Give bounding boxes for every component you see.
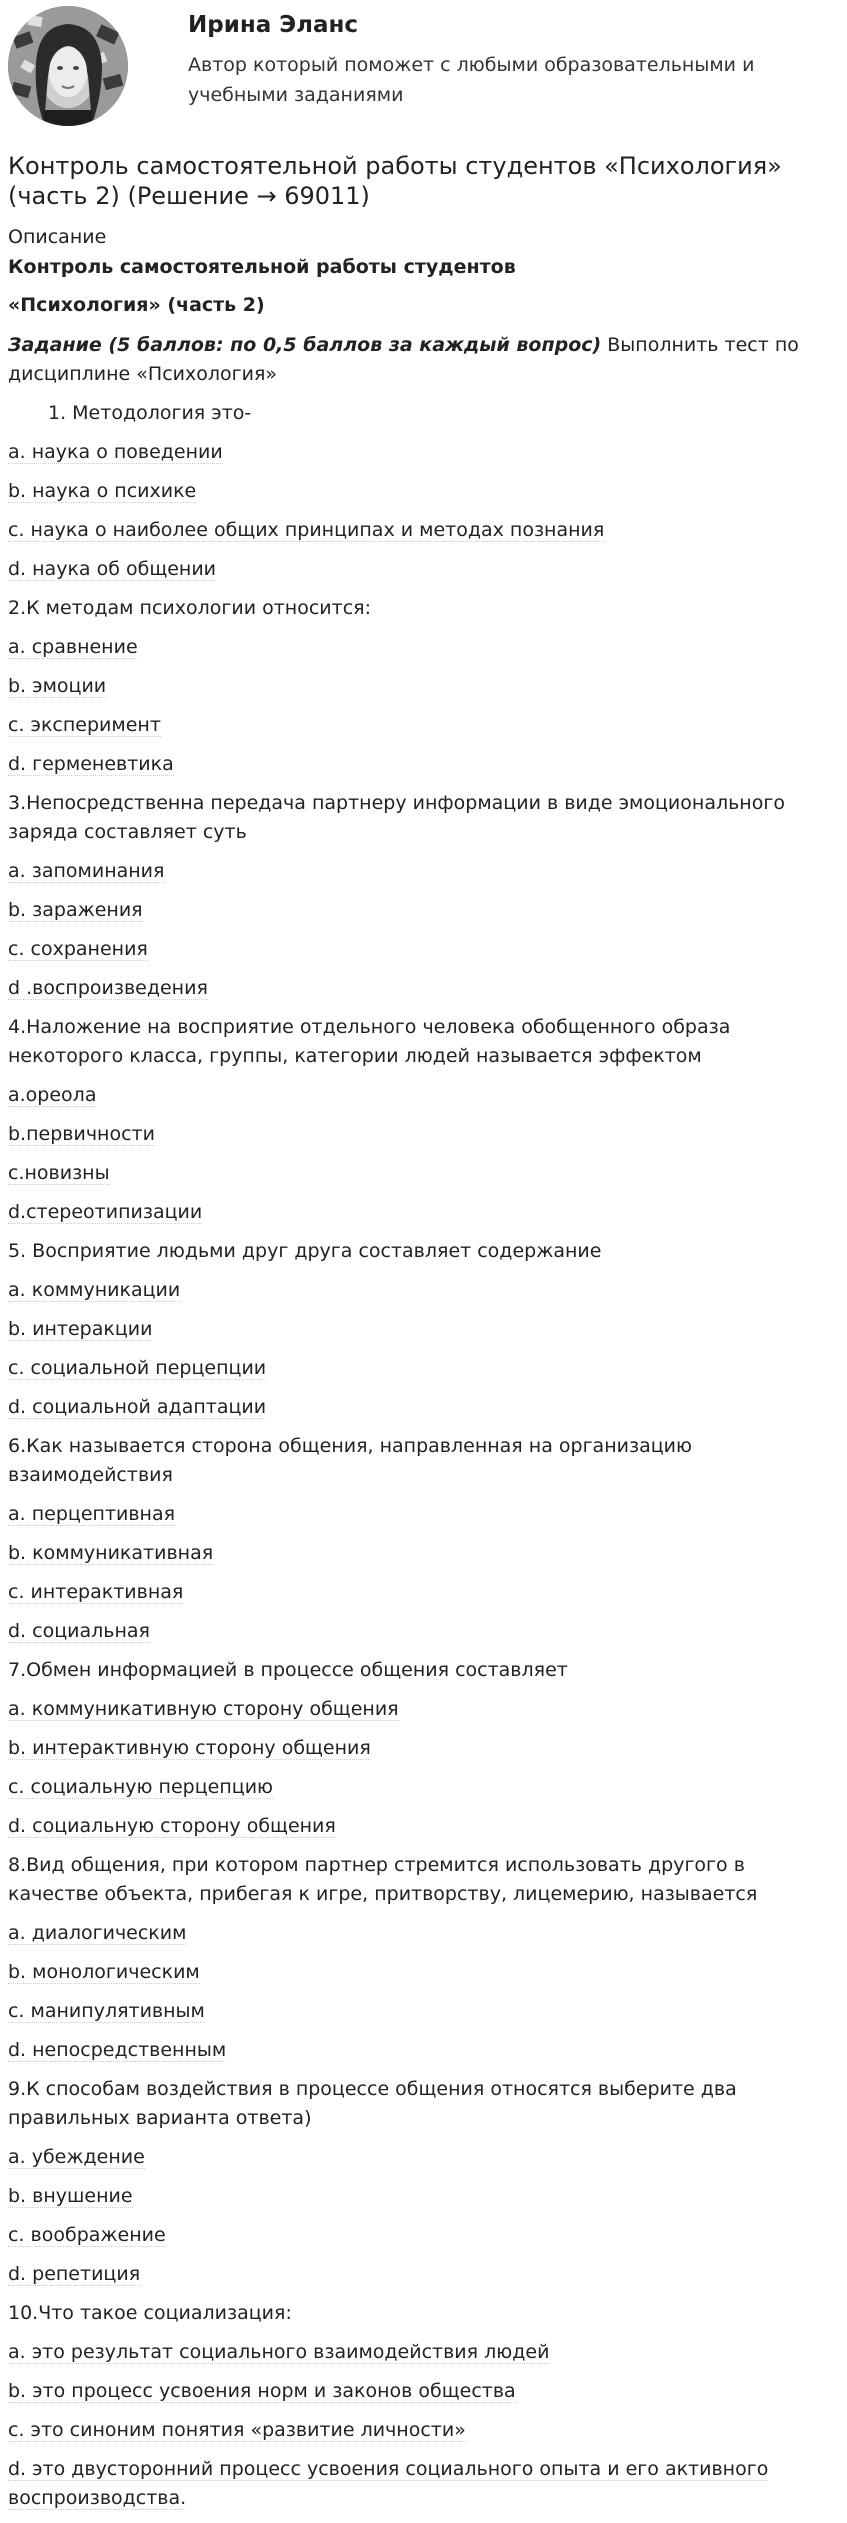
answer-text: d. герменевтика [8, 753, 174, 775]
answer-option [8, 2455, 828, 2513]
answer-option [8, 1081, 828, 1110]
answer-text: a. это результат социального взаимодействия людей [8, 2341, 550, 2363]
answer-text: b. внушение [8, 2185, 133, 2207]
answer-option [8, 1393, 828, 1422]
answer-option [8, 477, 828, 506]
answer-option [8, 2260, 828, 2289]
answer-option [8, 672, 828, 701]
author-name[interactable]: Ирина Эланс [188, 12, 359, 38]
answer-text: b. наука о психике [8, 480, 197, 502]
answer-text: c. манипулятивным [8, 2000, 205, 2022]
answer-text: a. убеждение [8, 2146, 145, 2168]
answer-option [8, 633, 828, 662]
answer-option [8, 750, 828, 779]
page-title: Контроль самостоятельной работы студентов «Психология» (часть 2) (Решение → 69011) [8, 152, 782, 210]
question-text: 4.Наложение на восприятие отдельного человека обобщенного образа некоторого класса, группы, категории людей называется эффектом [8, 1016, 731, 1067]
heading-line-2: «Психология» (часть 2) [8, 294, 265, 316]
question-text: 7.Обмен информацией в процессе общения составляет [8, 1659, 568, 1681]
answer-text: c. воображение [8, 2224, 166, 2246]
answer-option [8, 1812, 828, 1841]
answer-option [8, 935, 828, 964]
answer-text: c. интерактивная [8, 1581, 184, 1603]
answer-option [8, 555, 828, 584]
author-avatar[interactable] [8, 6, 128, 126]
task-text: Выполнить тест по дисциплине «Психология» [8, 334, 799, 385]
answer-option [8, 974, 828, 1003]
answer-option [8, 1578, 828, 1607]
answer-option [8, 1120, 828, 1149]
answer-text: b. монологическим [8, 1961, 200, 1983]
answer-text: c. наука о наиболее общих принципах и методах познания [8, 519, 605, 541]
answer-option [8, 1617, 828, 1646]
answer-text: d .воспроизведения [8, 977, 208, 999]
answer-text: d. социальную сторону общения [8, 1815, 336, 1837]
answer-text: a. коммуникативную сторону общения [8, 1698, 399, 1720]
answer-option [8, 2338, 828, 2367]
answer-text: c. сохранения [8, 938, 148, 960]
answer-option [8, 1919, 828, 1948]
answer-option [8, 2221, 828, 2250]
author-block [0, 0, 847, 135]
answer-text: d. непосредственным [8, 2039, 227, 2061]
task-emphasis: Задание (5 баллов: по 0,5 баллов за каждый вопрос) [8, 334, 602, 356]
question-text: 6.Как называется сторона общения, направленная на организацию взаимодействия [8, 1435, 692, 1486]
answer-text: a. перцептивная [8, 1503, 176, 1525]
answer-option [8, 2143, 828, 2172]
answer-text: b. интерактивную сторону общения [8, 1737, 371, 1759]
answer-option [8, 2377, 828, 2406]
answer-option [8, 1500, 828, 1529]
answer-text: a. коммуникации [8, 1279, 181, 1301]
task-paragraph [8, 331, 828, 389]
answer-text: d.стереотипизации [8, 1201, 203, 1223]
answer-text: c. социальную перцепцию [8, 1776, 274, 1798]
question-text: 10.Что такое социализация: [8, 2302, 292, 2324]
answer-text: d. репетиция [8, 2263, 141, 2285]
author-description: Автор который поможет с любыми образовательными и учебными заданиями [188, 54, 755, 106]
answer-option [8, 1159, 828, 1188]
answer-text: b. эмоции [8, 675, 107, 697]
answer-text: c. эксперимент [8, 714, 161, 736]
description-label: Описание [8, 226, 107, 248]
answer-text: a.ореола [8, 1084, 97, 1106]
answer-option [8, 1773, 828, 1802]
answer-text: a. запоминания [8, 860, 165, 882]
question-text: 5. Восприятие людьми друг друга составляет содержание [8, 1240, 602, 1262]
answer-option [8, 2416, 828, 2445]
answer-option [8, 857, 828, 886]
question-text: 1. Методология это- [48, 402, 252, 424]
answer-text: d. это двусторонний процесс усвоения социального опыта и его активного воспроизводства. [8, 2458, 769, 2509]
answer-text: d. наука об общении [8, 558, 217, 580]
answer-option [8, 1354, 828, 1383]
answer-option [8, 1997, 828, 2026]
answer-option [8, 1695, 828, 1724]
answer-text: c. это синоним понятия «развитие личности» [8, 2419, 466, 2441]
answer-text: c. социальной перцепции [8, 1357, 267, 1379]
answer-option [8, 2182, 828, 2211]
answer-option [8, 1539, 828, 1568]
answer-text: d. социальная [8, 1620, 150, 1642]
answer-option [8, 1734, 828, 1763]
answer-option [8, 711, 828, 740]
answer-text: c.новизны [8, 1162, 110, 1184]
answer-text: b. коммуникативная [8, 1542, 214, 1564]
answer-option [8, 438, 828, 467]
answer-text: a. наука о поведении [8, 441, 223, 463]
answer-text: b.первичности [8, 1123, 155, 1145]
question-text: 3.Непосредственна передача партнеру информации в виде эмоционального заряда составляет суть [8, 792, 785, 843]
answer-text: a. сравнение [8, 636, 138, 658]
answer-option [8, 896, 828, 925]
answer-text: d. социальной адаптации [8, 1396, 267, 1418]
article-content [0, 151, 847, 2513]
question-text: 2.К методам психологии относится: [8, 597, 371, 619]
question-text: 9.К способам воздействия в процессе общения относятся выберите два правильных варианта ответа) [8, 2078, 737, 2129]
heading-line-1: Контроль самостоятельной работы студентов [8, 256, 516, 278]
answer-option [8, 1198, 828, 1227]
avatar-photo [8, 6, 128, 126]
answer-option [8, 516, 828, 545]
answer-text: a. диалогическим [8, 1922, 187, 1944]
answer-option [8, 2036, 828, 2065]
answer-text: b. заражения [8, 899, 143, 921]
answer-option [8, 1958, 828, 1987]
answer-option [8, 1276, 828, 1305]
answer-option [8, 1315, 828, 1344]
answer-text: b. это процесс усвоения норм и законов общества [8, 2380, 516, 2402]
answer-text: b. интеракции [8, 1318, 153, 1340]
question-list [8, 399, 839, 2513]
question-text: 8.Вид общения, при котором партнер стремится использовать другого в качестве объекта, прибегая к игре, притворству, лицемерию, называется [8, 1854, 758, 1905]
